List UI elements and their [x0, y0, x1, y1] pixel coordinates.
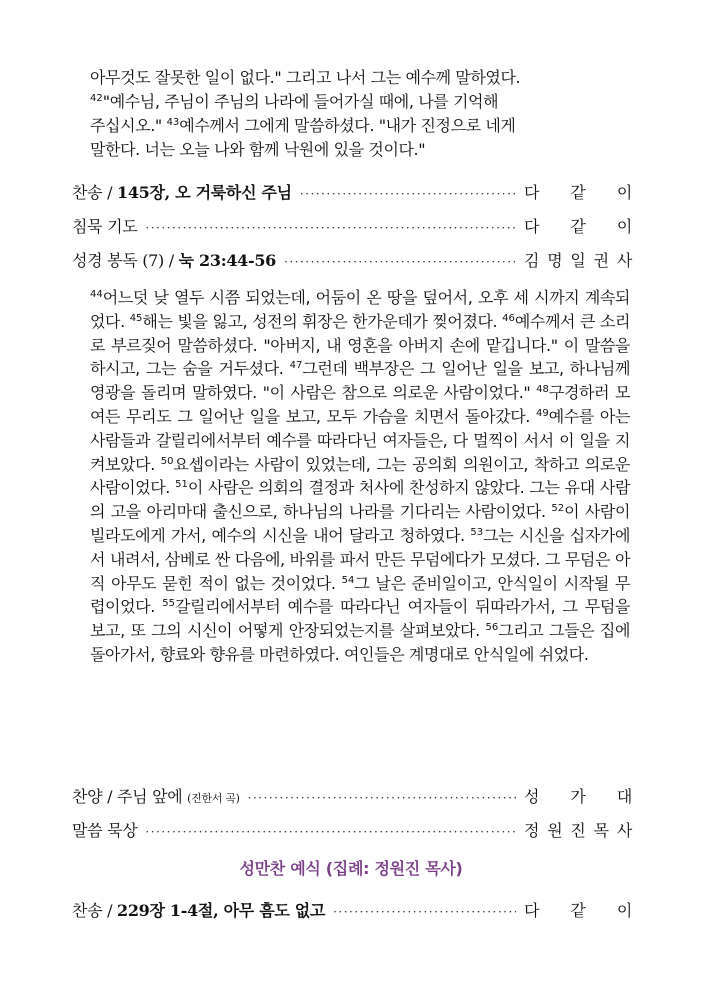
verse-number: 53: [470, 526, 484, 538]
verse-number: 55: [162, 598, 175, 610]
order-leader: 성 가 대: [524, 787, 632, 806]
verse-number: 47: [289, 360, 303, 372]
verse-number: 43: [166, 117, 180, 128]
order-leader: 정 원 진 목 사: [524, 821, 632, 840]
order-leader: 다 같 이: [524, 183, 632, 202]
leader-dots: [145, 825, 516, 839]
order-label: 말씀 묵상: [72, 821, 138, 840]
verse-number: 42: [90, 93, 103, 104]
order-anthem: [72, 784, 632, 810]
verse-number: 51: [175, 479, 188, 491]
reading-paragraph: $^{44}$어느덧 낮 열두 시쯤 되었는데, 어둠이 온 땅을 덮어서, 오후 세 시까지 계속되었다. $^{45}$해는 빛을 잃고, 성전의 휘장은 한가운데가 찢어졌다. $^{46}$예수께서 큰 소리로 부르짖어 말씀하셨다. "아버지, 내 영혼을 아버지 손에 맡깁니다." 이 말씀을 하시고, 그는 숨을 거두셨다. $^{47}$그런데 백부장은 그 일어난 일을 보고, 하나님께 영광을 돌리며 말하였다. "이 사람은 참으로 의로운 사람이었다." $^{48}$구경하러 모여든 무리도 그 일어난 일을 보고, 모두 가슴을 치면서 돌아갔다. $^{49}$예수를 아는 사람들과 갈릴리에서부터 예수를 따라다닌 여자들은, 다 멀찍이 서서 이 일을 지켜보았다. $^{50}$요셉이라는 사람이 있었는데, 그는 공의회 의원이고, 착하고 의로운 사람이었다. $^{51}$이 사람은 의회의 결정과 처사에 찬성하지 않았다. 그는 유대 사람의 고을 아리마대 출신으로, 하나님의 나라를 기다리는 사람이었다. $^{52}$이 사람이 빌라도에게 가서, 예수의 시신을 내어 달라고 청하였다. $^{53}$그는 시신을 십자가에서 내려서, 삼베로 싼 다음에, 바위를 파서 만든 무덤에다가 모셨다. 그 무덤은 아직 아무도 묻힌 적이 없는 것이었다. $^{54}$그 날은 준비일이고, 안식일이 시작될 무렵이었다. $^{55}$갈릴리에서부터 예수를 따라다닌 여자들이 뒤따라가서, 그 무덤을 보고, 또 그의 시신이 어떻게 안장되었는지를 살펴보았다. $^{56}$그리고 그들은 집에 돌아가서, 향료와 향유를 마련하였다. 여인들은 계명대로 안식일에 쉬었다.: [90, 288, 631, 664]
order-label: 찬송 / 229장 1-4절, 아무 흠도 없고: [72, 901, 326, 920]
order-hymn-145: [72, 180, 632, 206]
leader-dots: [333, 905, 516, 919]
order-hymn-229: [72, 898, 632, 924]
verse-43: 주십시오." $^{43}$예수께서 그에게 말씀하셨다. "내가 진정으로 네게: [90, 116, 516, 135]
order-label: 성경 봉독 (7) / 눅 23:44-56: [72, 251, 276, 270]
verse-number: 52: [551, 503, 565, 515]
scripture-continuation: [90, 66, 630, 162]
verse-number: 45: [129, 312, 143, 324]
order-silent-prayer: [72, 214, 632, 240]
order-leader: 김 명 일 권 사: [524, 251, 632, 270]
verse-line: 말한다. 너는 오늘 나와 함께 낙원에 있을 것이다.": [90, 140, 426, 159]
verse-42: $^{42}$"예수님, 주님이 주님의 나라에 들어가실 때에, 나를 기억해: [90, 92, 499, 111]
leader-dots: [145, 221, 516, 235]
verse-number: 56: [485, 622, 499, 634]
scripture-reading-text: [90, 286, 630, 667]
order-label: 침묵 기도: [72, 217, 138, 236]
leader-dots: [248, 791, 516, 805]
order-scripture-reading: [72, 248, 632, 274]
verse-number: 54: [341, 574, 355, 586]
verse-line: 아무것도 잘못한 일이 없다." 그리고 나서 그는 예수께 말하였다.: [90, 68, 521, 87]
order-label: 찬송 / 145장, 오 거룩하신 주님: [72, 183, 292, 202]
order-label: 찬양 / 주님 앞에 (진한서 곡): [72, 787, 240, 806]
verse-number: 48: [536, 384, 549, 396]
order-meditation: [72, 818, 632, 844]
verse-number: 50: [160, 455, 174, 467]
composer-note: (진한서 곡): [187, 792, 240, 805]
leader-dots: [300, 187, 516, 201]
leader-dots: [284, 255, 516, 269]
verse-number: 46: [502, 312, 515, 324]
order-leader: 다 같 이: [524, 901, 632, 920]
verse-number: 44: [90, 289, 103, 300]
communion-section-title: 성만찬 예식 (집례: 정원진 목사): [239, 859, 463, 878]
verse-number: 49: [535, 407, 549, 419]
order-leader: 다 같 이: [524, 217, 632, 236]
